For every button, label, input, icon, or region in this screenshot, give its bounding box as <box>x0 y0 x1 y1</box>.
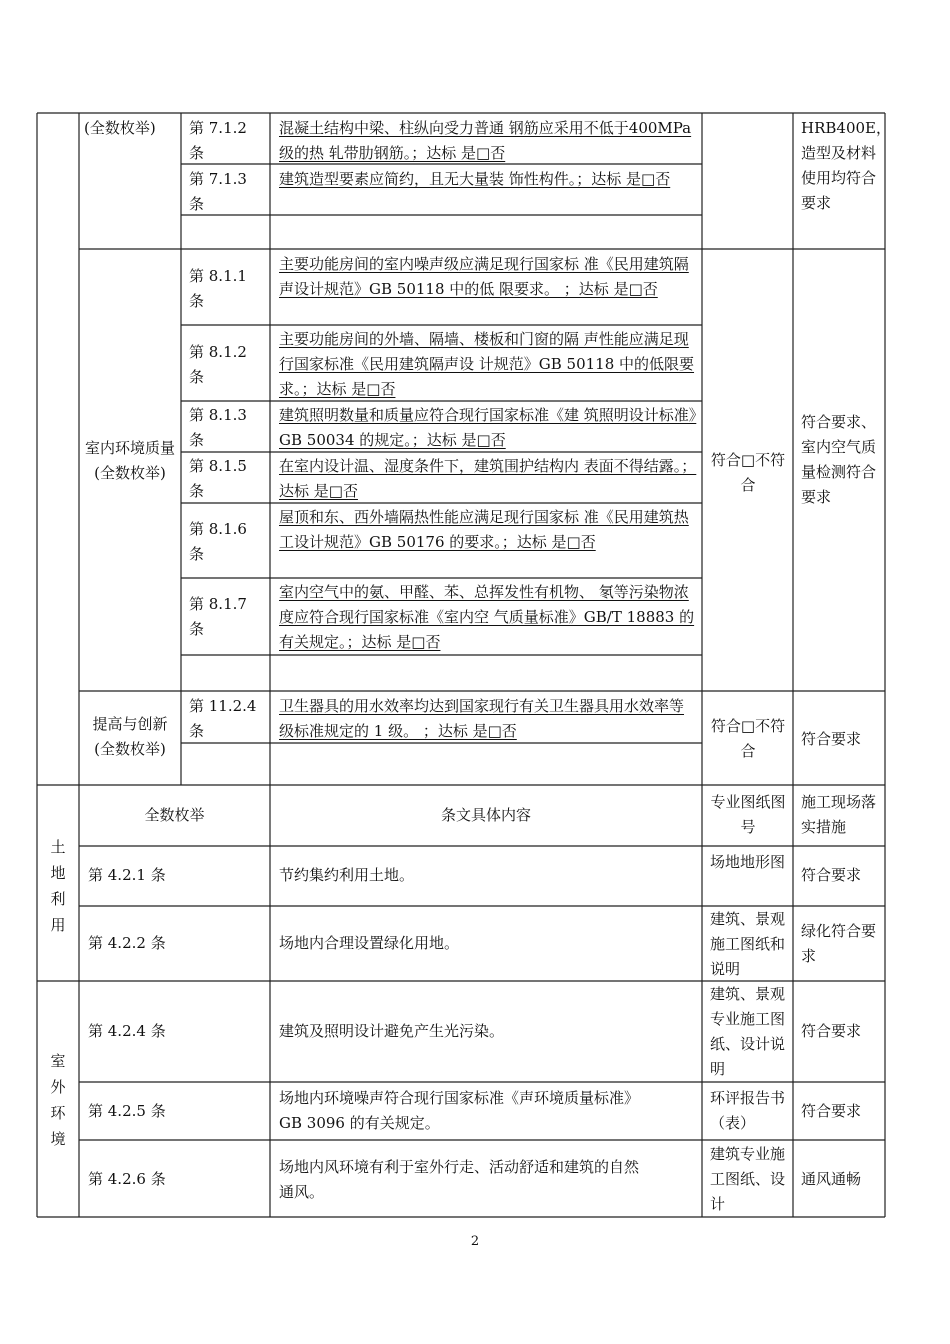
drawing-cell: 环评报告书（表） <box>710 1089 786 1132</box>
drawing-cell: 建筑、景观专业施工图纸、设计说明 <box>710 985 786 1078</box>
category-cell: (全数枚举) <box>84 119 156 137</box>
header-enum: 全数枚举 <box>144 806 205 824</box>
compliance-check: 符合□不符合 <box>710 717 786 760</box>
clause-cell: 第 4.2.5 条 <box>88 1102 166 1120</box>
header-drawing: 专业图纸图号 <box>710 793 786 836</box>
category-cell: 提高与创新(全数枚举) <box>92 715 168 758</box>
drawing-cell: 建筑专业施工图纸、设计 <box>710 1145 786 1213</box>
measure-cell: HRB400E，造型及材料使用均符合要求 <box>801 119 891 212</box>
clause-cell: 第 8.1.7 条 <box>189 595 247 638</box>
clause-cell: 第 7.1.2 条 <box>189 119 247 162</box>
section-label-outdoor: 室外环境 <box>50 1052 66 1148</box>
clause-text-body: 屋顶和东、西外墙隔热性能应满足现行国家标 准《民用建筑热工设计规范》GB 50176 的要求。；达标 是□否 <box>279 508 689 551</box>
clause-cell: 第 4.2.2 条 <box>88 934 166 952</box>
clause-cell: 第 7.1.3 条 <box>189 170 247 213</box>
measure-cell: 符合要求 <box>801 1102 862 1120</box>
clause-cell: 第 4.2.6 条 <box>88 1170 166 1188</box>
clause-cell: 第 8.1.2 条 <box>189 343 247 386</box>
drawing-cell: 建筑、景观施工图纸和说明 <box>710 910 786 978</box>
clause-cell: 第 8.1.6 条 <box>189 520 247 563</box>
clause-text: 混凝土结构中梁、柱纵向受力普通 钢筋应采用不低于400MPa 级的热 轧带肋钢筋。；达标 是□否 <box>279 119 692 162</box>
clause-text: 主要功能房间的外墙、隔墙、楼板和门窗的隔 声性能应满足现行国家标准《民用建筑隔声设 计规范》GB 50118 中的低限要求。；达标 是□否 <box>279 330 695 398</box>
content-cell: 建筑及照明设计避免产生光污染。 <box>279 1022 505 1040</box>
clause-cell: 第 8.1.3 条 <box>189 406 247 449</box>
content-cell: 场地内环境噪声符合现行国家标准《声环境质量标准》GB 3096 的有关规定。 <box>279 1089 640 1132</box>
page-number: 2 <box>470 1234 480 1249</box>
content-cell: 节约集约利用土地。 <box>279 866 415 884</box>
measure-cell: 符合要求 <box>801 730 862 748</box>
clause-text: 在室内设计温、湿度条件下，建筑围护结构内 表面不得结露。；达标 是□否 <box>279 457 697 500</box>
clause-text: 卫生器具的用水效率均达到国家现行有关卫生器具用水效率等级标准规定的 1 级。 ；达标 是□否 <box>279 697 685 740</box>
clause-text <box>279 505 697 555</box>
clause-cell: 第 8.1.1 条 <box>189 267 247 310</box>
drawing-cell: 场地地形图 <box>710 853 786 871</box>
measure-cell: 符合要求 <box>801 1022 862 1040</box>
measure-cell: 通风通畅 <box>801 1170 862 1188</box>
measure-cell: 绿化符合要求 <box>801 922 877 965</box>
header-content: 条文具体内容 <box>440 806 531 824</box>
clause-text-body: 建筑造型要素应简约，且无大量装 饰性构件。；达标 是□否 <box>279 170 671 188</box>
content-cell: 场地内合理设置绿化用地。 <box>279 934 460 952</box>
clause-cell: 第 4.2.1 条 <box>88 866 166 884</box>
compliance-check: 符合□不符合 <box>710 451 786 494</box>
clause-text: 主要功能房间的室内噪声级应满足现行国家标 准《民用建筑隔声设计规范》GB 50118 中的低 限要求。 ；达标 是□否 <box>279 255 689 298</box>
header-measure: 施工现场落实措施 <box>801 793 877 836</box>
clause-text: 室内空气中的氨、甲醛、苯、总挥发性有机物、 氡等污染物浓度应符合现行国家标准《室内空 气质量标准》GB/T 18883 的有关规定。；达标 是□否 <box>279 583 695 651</box>
section-label-land: 土地利用 <box>50 838 66 934</box>
clause-cell: 第 8.1.5 条 <box>189 457 247 500</box>
clause-text <box>279 167 697 192</box>
category-cell: 室内环境质量(全数枚举) <box>84 439 175 482</box>
clause-cell: 第 4.2.4 条 <box>88 1022 166 1040</box>
measure-cell: 符合要求 <box>801 866 862 884</box>
content-cell: 场地内风环境有利于室外行走、活动舒适和建筑的自然通风。 <box>279 1158 640 1201</box>
measure-cell: 符合要求、室内空气质量检测符合要求 <box>801 413 877 506</box>
clause-cell: 第 11.2.4 条 <box>189 697 257 740</box>
clause-text: 建筑照明数量和质量应符合现行国家标准《建 筑照明设计标准》GB 50034 的规定。；达标 是□否 <box>279 406 697 449</box>
